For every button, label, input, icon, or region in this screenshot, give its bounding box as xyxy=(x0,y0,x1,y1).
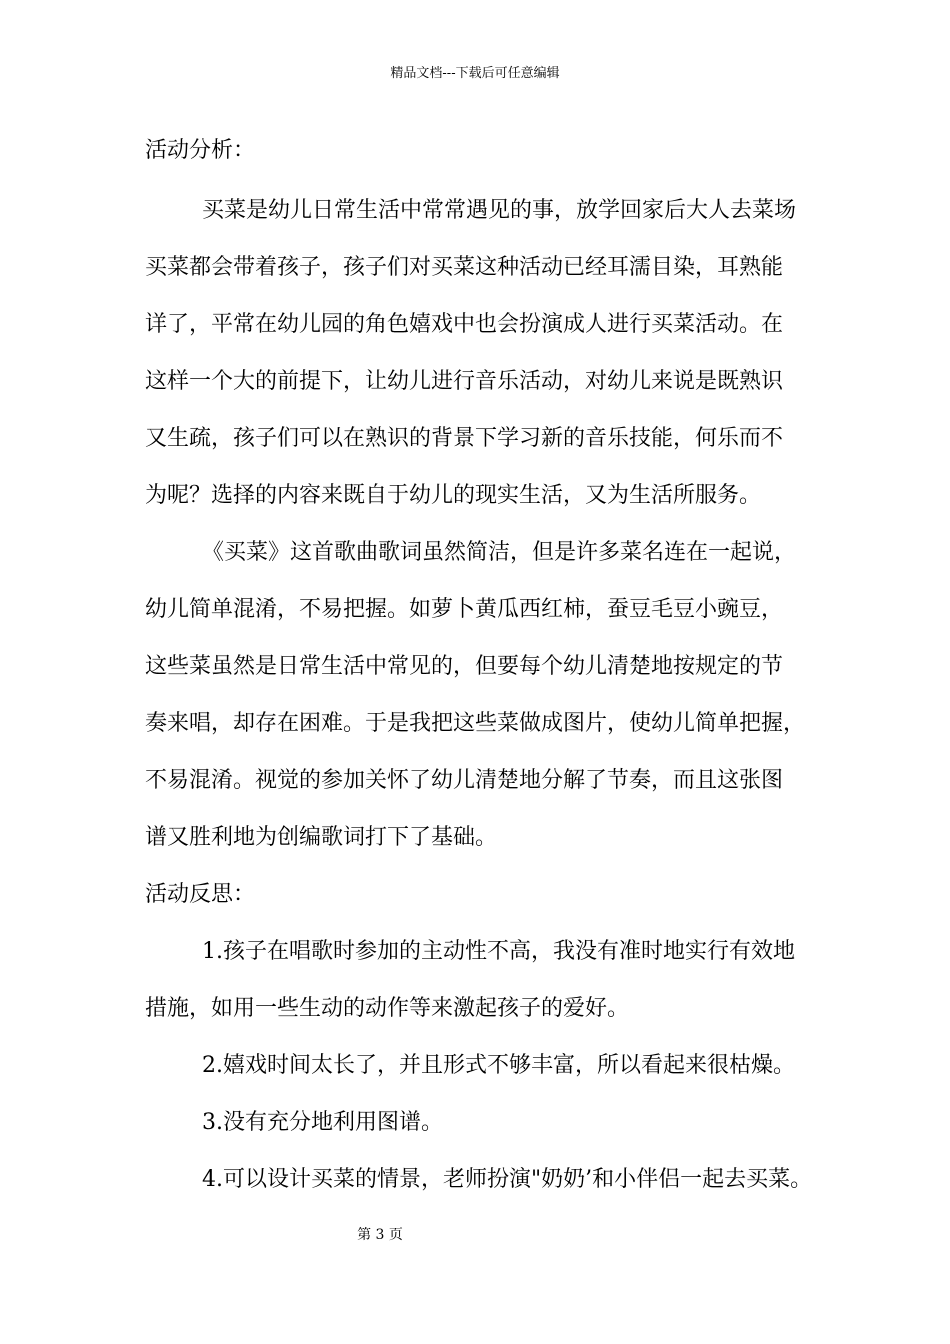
paragraph-line: 奏来唱，却存在困难。于是我把这些菜做成图片，使幼儿简单把握， xyxy=(145,711,806,736)
page-number: 第 3 页 xyxy=(357,1227,403,1243)
list-item-line: 3.没有充分地利用图谱。 xyxy=(202,1110,443,1135)
paragraph-line: 为呢？选择的内容来既自于幼儿的现实生活，又为生活所服务。 xyxy=(145,483,762,508)
paragraph-line: 这样一个大的前提下，让幼儿进行音乐活动，对幼儿来说是既熟识 xyxy=(145,369,784,394)
paragraph-line: 买菜是幼儿日常生活中常常遇见的事，放学回家后大人去菜场 xyxy=(202,198,797,223)
paragraph-line: 详了，平常在幼儿园的角色嬉戏中也会扮演成人进行买菜活动。在 xyxy=(145,312,784,337)
paragraph-line: 谱又胜利地为创编歌词打下了基础。 xyxy=(145,825,498,850)
list-item-line: 4.可以设计买菜的情景，老师扮演"奶奶’和小伴侣一起去买菜。 xyxy=(202,1167,813,1192)
section-heading-reflection: 活动反思： xyxy=(145,882,256,907)
paragraph-line: 买菜都会带着孩子，孩子们对买菜这种活动已经耳濡目染，耳熟能 xyxy=(145,255,784,280)
paragraph-line: 这些菜虽然是日常生活中常见的，但要每个幼儿清楚地按规定的节 xyxy=(145,654,784,679)
paragraph-line: 不易混淆。视觉的参加关怀了幼儿清楚地分解了节奏，而且这张图 xyxy=(145,768,784,793)
paragraph-line: 又生疏，孩子们可以在熟识的背景下学习新的音乐技能，何乐而不 xyxy=(145,426,784,451)
list-item-line: 2.嬉戏时间太长了，并且形式不够丰富，所以看起来很枯燥。 xyxy=(202,1053,795,1078)
page-header: 精品文档---下载后可任意编辑 xyxy=(390,66,560,81)
section-heading-analysis: 活动分析： xyxy=(145,138,256,163)
paragraph-line: 《买菜》这首歌曲歌词虽然简洁，但是许多菜名连在一起说， xyxy=(202,540,797,565)
paragraph-line: 幼儿简单混淆，不易把握。如萝卜黄瓜西红柿，蚕豆毛豆小豌豆， xyxy=(145,597,784,622)
list-item-line: 措施，如用一些生动的动作等来激起孩子的爱好。 xyxy=(145,996,630,1021)
list-item-line: 1.孩子在唱歌时参加的主动性不高，我没有准时地实行有效地 xyxy=(202,939,795,964)
